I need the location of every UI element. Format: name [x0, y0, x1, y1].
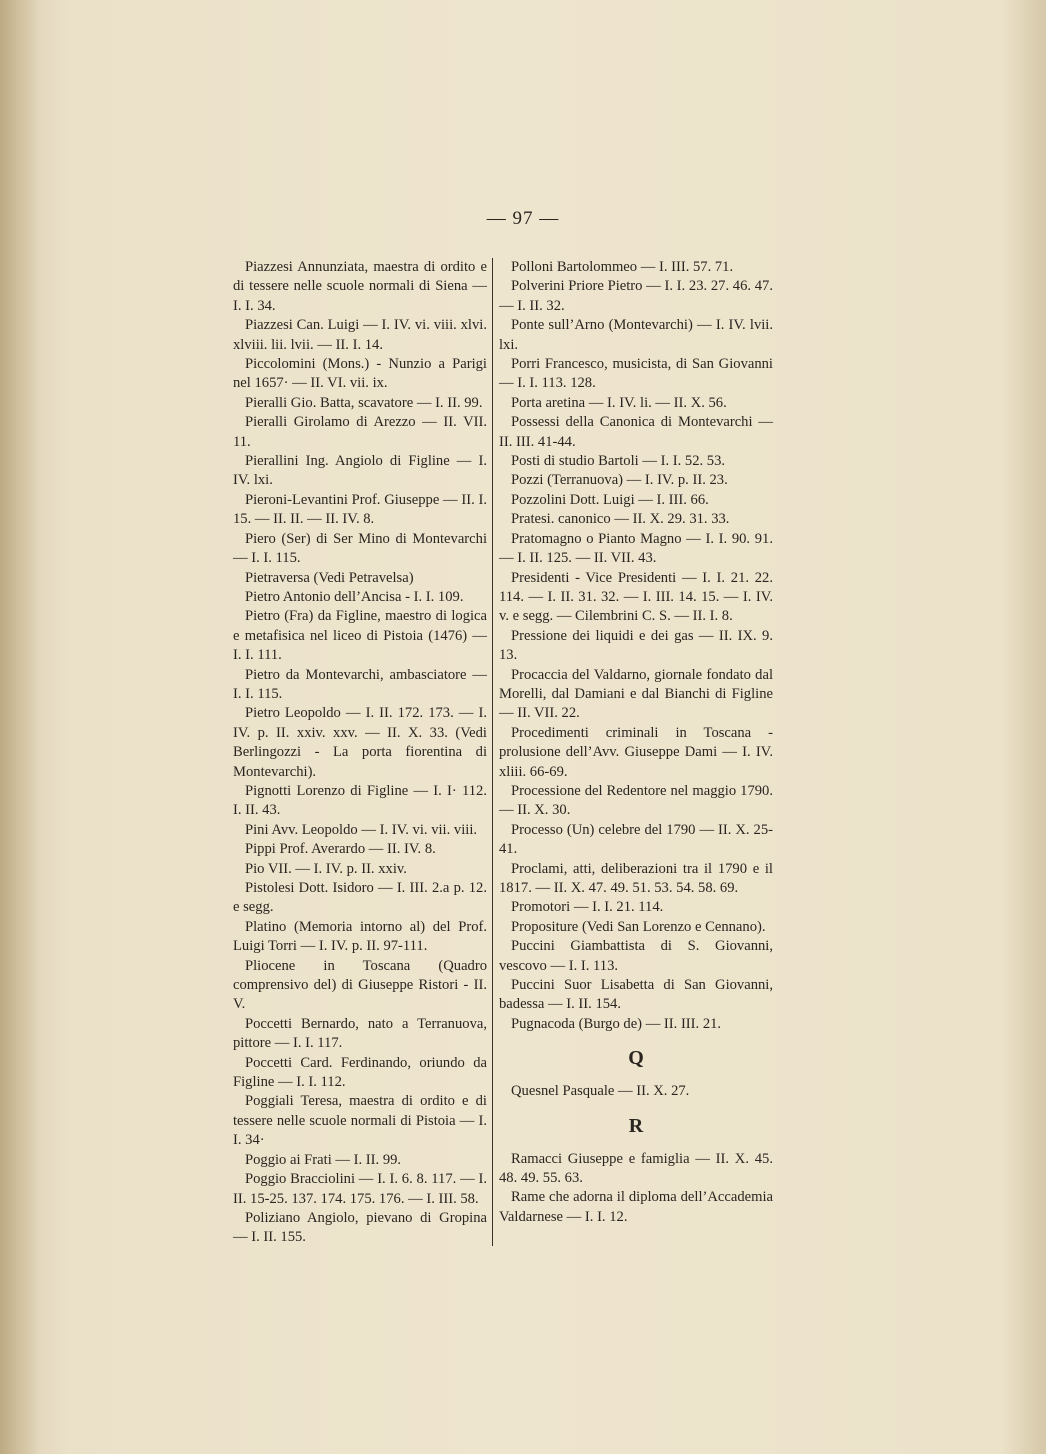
section-letter-r: R — [628, 1114, 644, 1137]
index-entry: Pozzi (Terranuova) — I. IV. p. II. 23. — [511, 472, 728, 489]
index-entry: Pieralli Gio. Batta, scavatore — I. II. 99. — [245, 394, 483, 411]
index-entry: Ponte sull’Arno (Montevarchi) — I. IV. lvii. lxi. — [499, 317, 773, 353]
index-entry: Pignotti Lorenzo di Figline — I. I· 112. I. II. 43. — [233, 782, 487, 819]
index-entry: Quesnel Pasquale — II. X. 27. — [511, 1083, 690, 1100]
column-divider — [492, 258, 493, 1246]
index-entry: Piazzesi Annunziata, maestra di ordito e di tessere nelle scuole normali di Siena — I. I. 34. — [233, 259, 487, 314]
index-entry: Pugnacoda (Burgo de) — II. III. 21. — [511, 1015, 722, 1032]
index-entry: Pistolesi Dott. Isidoro — I. III. 2.a p. 12. e segg. — [233, 880, 487, 916]
index-entry: Piero (Ser) di Ser Mino di Montevarchi — I. I. 115. — [233, 530, 487, 567]
index-entry: Pratomagno o Pianto Magno — I. I. 90. 91. — I. II. 125. — II. VII. 43. — [499, 530, 773, 567]
index-entry: Pietro Antonio dell’Ancisa - I. I. 109. — [245, 588, 464, 605]
index-entry: Puccini Giambattista di S. Giovanni, vescovo — I. I. 113. — [499, 938, 773, 974]
index-entry: Posti di studio Bartoli — I. I. 52. 53. — [511, 453, 726, 470]
index-entry: Pieralli Girolamo di Arezzo — II. VII. 11. — [233, 414, 487, 450]
index-entry: Ramacci Giuseppe e famiglia — II. X. 45. 48. 49. 55. 63. — [499, 1150, 773, 1187]
index-entry: Poggio ai Frati — I. II. 99. — [245, 1151, 402, 1168]
index-column-right — [499, 258, 773, 1227]
index-entry: Poccetti Bernardo, nato a Terranuova, pittore — I. I. 117. — [233, 1015, 487, 1052]
index-entry: Processione del Redentore nel maggio 1790. — II. X. 30. — [499, 782, 773, 819]
index-entry: Pietro (Fra) da Figline, maestro di logica e metafisica nel liceo di Pistoia (1476) — I. I. 111. — [233, 608, 487, 664]
index-entry: Procedimenti criminali in Toscana - prolusione dell’Avv. Giuseppe Dami — I. IV. xliii. 66-69. — [499, 724, 773, 780]
index-entry: Polloni Bartolommeo — I. III. 57. 71. — [511, 259, 734, 275]
index-entry: Pratesi. canonico — II. X. 29. 31. 33. — [511, 511, 730, 528]
index-entry: Poliziano Angiolo, pievano di Gropina — I. II. 155. — [233, 1209, 487, 1246]
page-number: — 97 — — [486, 208, 560, 229]
index-entry: Porri Francesco, musicista, di San Giovanni — I. I. 113. 128. — [499, 356, 773, 392]
index-entry: Procaccia del Valdarno, giornale fondato dal Morelli, dal Damiani e dal Bianchi di Figline — II. VII. 22. — [499, 666, 773, 722]
index-entry: Promotori — I. I. 21. 114. — [511, 899, 664, 916]
index-entry: Pietraversa (Vedi Petravelsa) — [245, 569, 414, 586]
index-entry: Proclami, atti, deliberazioni tra il 1790 e il 1817. — II. X. 47. 49. 51. 53. 54. 58. 69. — [499, 860, 773, 896]
index-entry: Propositure (Vedi San Lorenzo e Cennano). — [511, 918, 766, 935]
index-entry: Pio VII. — I. IV. p. II. xxiv. — [245, 860, 407, 877]
section-letter-q: Q — [628, 1047, 644, 1070]
index-entry: Pieroni-Levantini Prof. Giuseppe — II. I. 15. — II. II. — II. IV. 8. — [233, 491, 487, 528]
index-entry: Pini Avv. Leopoldo — I. IV. vi. vii. viii. — [245, 821, 478, 838]
index-entry: Presidenti - Vice Presidenti — I. I. 21. 22. 114. — I. II. 31. 32. — I. III. 14. 15. — I. IV. v. e segg. — Cilembrini C. S. — II. I. 8. — [499, 569, 773, 625]
index-entry: Pozzolini Dott. Luigi — I. III. 66. — [511, 491, 709, 508]
index-entry: Poggiali Teresa, maestra di ordito e di tessere nelle scuole normali di Pistoia — I. I. 34· — [233, 1093, 487, 1149]
index-entry: Polverini Priore Pietro — I. I. 23. 27. 46. 47. — I. II. 32. — [499, 278, 773, 314]
index-entry: Pietro da Montevarchi, ambasciatore — I. I. 115. — [233, 666, 487, 702]
index-entry: Pietro Leopoldo — I. II. 172. 173. — I. IV. p. II. xxiv. xxv. — II. X. 33. (Vedi Berlingozzi - La porta fiorentina di Montevarchi). — [233, 705, 487, 780]
index-entry: Processo (Un) celebre del 1790 — II. X. 25-41. — [499, 821, 773, 858]
index-entry: Porta aretina — I. IV. li. — II. X. 56. — [511, 394, 727, 411]
index-entry: Possessi della Canonica di Montevarchi — II. III. 41-44. — [499, 414, 773, 450]
index-column-left — [233, 258, 487, 1248]
index-entry: Rame che adorna il diploma dell’Accademia Valdarnese — I. I. 12. — [499, 1189, 773, 1225]
index-entry: Poggio Bracciolini — I. I. 6. 8. 117. — I. II. 15-25. 137. 174. 175. 176. — I. III. 58. — [233, 1171, 487, 1207]
index-entry: Piazzesi Can. Luigi — I. IV. vi. viii. xlvi. xlviii. lii. lvii. — II. I. 14. — [233, 317, 487, 353]
index-entry: Pierallini Ing. Angiolo di Figline — I. IV. lxi. — [233, 453, 487, 489]
index-entry: Poccetti Card. Ferdinando, oriundo da Figline — I. I. 112. — [233, 1054, 487, 1091]
index-entry: Pressione dei liquidi e dei gas — II. IX. 9. 13. — [499, 627, 773, 664]
index-entry: Platino (Memoria intorno al) del Prof. Luigi Torri — I. IV. p. II. 97-111. — [233, 918, 487, 955]
index-entry: Pippi Prof. Averardo — II. IV. 8. — [245, 841, 436, 858]
index-entry: Piccolomini (Mons.) - Nunzio a Parigi nel 1657· — II. VI. vii. ix. — [233, 356, 487, 392]
index-entry: Puccini Suor Lisabetta di San Giovanni, badessa — I. II. 154. — [499, 977, 773, 1013]
index-entry: Pliocene in Toscana (Quadro comprensivo del) di Giuseppe Ristori - II. V. — [233, 957, 487, 1013]
